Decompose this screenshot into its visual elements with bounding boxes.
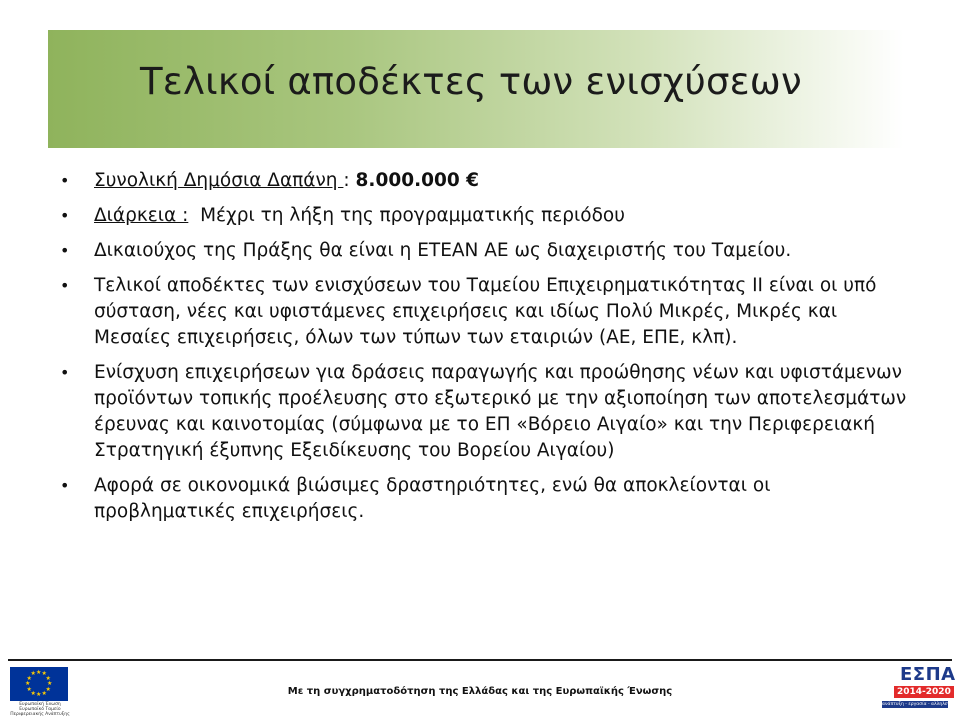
eu-star-icon: ★ [30,689,36,697]
bullet-icon: • [60,276,70,295]
budget-separator: : [343,170,356,191]
eu-star-icon: ★ [36,669,42,676]
footer-divider [8,659,952,661]
espa-logo-tagline: ανάπτυξη - εργασία - αλληλεγγύη [882,702,959,707]
bullet-icon: • [60,241,70,260]
viability-text: Αφορά σε οικονομικά βιώσιμες δραστηριότητες, ενώ θα αποκλείονται οι προβληματικές επιχειρήσεις. [94,475,771,522]
support-text: Ενίσχυση επιχειρήσεων για δράσεις παραγωγής και προώθησης νέων και υφιστάμενων προϊόντων τοπικής προέλευσης στο εξωτερικό με την αξιοποίηση των αποτελεσμάτων έρευνας και καινοτομίας (σύμφωνα με το ΕΠ «Βόρειο Αιγαίο» και την Περιφερειακή Στρατηγική έξυπνης Εξειδίκευσης του Βορείου Αιγαίου) [94,362,907,461]
budget-value: 8.000.000 € [355,170,480,191]
eu-star-icon: ★ [26,685,32,693]
bullet-item-budget [58,168,908,194]
eu-star-icon: ★ [25,680,31,687]
slide-title: Τελικοί αποδέκτες των ενισχύσεων [140,60,802,103]
budget-label: Συνολική Δημόσια Δαπάνη [94,170,344,191]
bullet-item-duration [58,203,908,229]
eu-star-icon: ★ [41,670,47,678]
bullet-item-beneficiary [58,238,908,264]
beneficiary-text: Δικαιούχος της Πράξης θα είναι η ΕΤΕΑΝ ΑΕ ως διαχειριστής του Ταμείου. [94,240,792,261]
bullet-icon: • [60,171,70,190]
bullet-icon: • [60,363,70,382]
espa-logo [876,664,959,714]
bullet-item-support [58,360,908,464]
eu-logo-caption: Ευρωπαϊκή Ένωση Ευρωπαϊκό Ταμείο Περιφερειακής Ανάπτυξης [10,702,70,717]
eu-star-icon: ★ [45,685,51,693]
eu-star-icon: ★ [36,691,42,698]
espa-logo-title: ΕΣΠΑ [900,664,956,685]
bullet-item-recipients [58,273,908,351]
bullet-list [58,168,908,534]
bullet-icon: • [60,476,70,495]
cofinance-text: Με τη συγχρηματοδότηση της Ελλάδας και της Ευρωπαϊκής Ένωσης [287,686,673,697]
eu-star-icon: ★ [26,674,32,682]
bullet-icon: • [60,206,70,225]
duration-value: Μέχρι τη λήξη της προγραμματικής περιόδου [188,205,625,226]
eu-star-icon: ★ [45,674,51,682]
espa-logo-years: 2014-2020 [894,686,954,698]
eu-star-icon: ★ [47,680,53,687]
eu-star-icon: ★ [30,670,36,678]
bullet-item-viability [58,473,908,525]
eu-star-icon: ★ [41,689,47,697]
duration-label: Διάρκεια : [94,205,189,226]
recipients-text: Τελικοί αποδέκτες των ενισχύσεων του Ταμείου Επιχειρηματικότητας ΙΙ είναι οι υπό σύσταση, νέες και υφιστάμενες επιχειρήσεις και ιδίως Πολύ Μικρές, Μικρές και Μεσαίες επιχειρήσεις, όλων των τύπων των εταιριών (ΑΕ, ΕΠΕ, κλπ). [94,275,877,348]
